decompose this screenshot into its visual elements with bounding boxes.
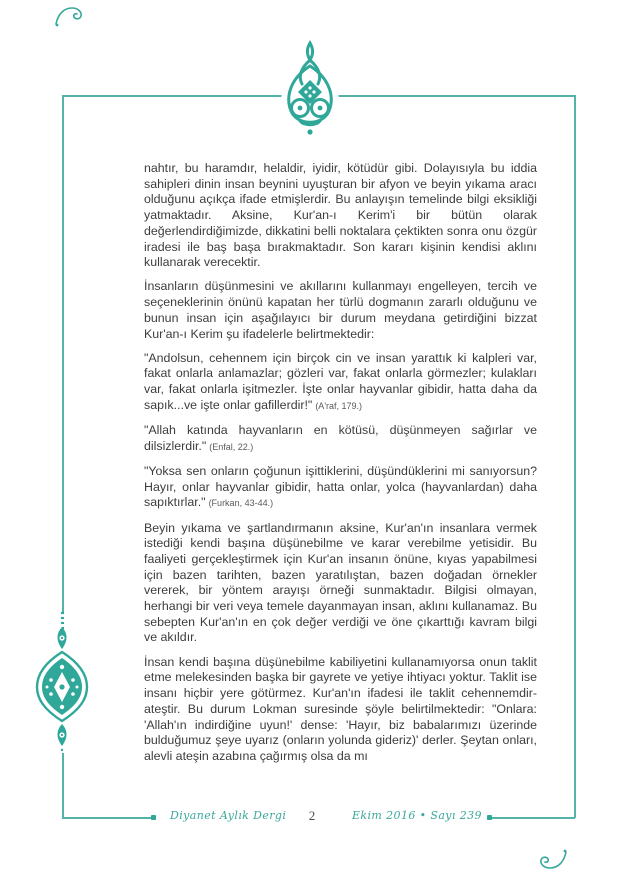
quote-paragraph: "Andolsun, cehennem için birçok cin ve insan yarattık ki kalpleri var, fakat onlarla anlamazlar; gözleri var, fakat onlarla görmezler; kulakları var, fakat onlarla işitmezler. İşte onlar hayvanlar gibidir, hatta daha da sapık...ve işte onlar gafillerdir!" (A'raf, 179.)	[144, 350, 537, 412]
footer-rule-right-dot	[487, 815, 492, 820]
page-number: 2	[308, 808, 316, 823]
calligraphic-tughra-emblem-icon	[272, 38, 348, 138]
frame-left-line-lower	[62, 753, 64, 818]
frame-right-line	[574, 95, 576, 818]
footer-rule-left	[62, 817, 154, 819]
corner-flourish-bottom-right-icon	[538, 848, 568, 872]
footer-issue-info: Ekim 2016 • Sayı 239	[352, 809, 482, 822]
footer-rule-right	[489, 817, 575, 819]
frame-left-line-upper	[62, 95, 64, 612]
verse-citation: (Enfal, 22.)	[209, 441, 254, 452]
quote-paragraph: "Allah katında hayvanların en kötüsü, düşünmeyen sağırlar ve dilsizlerdir." (Enfal, 22.)	[144, 423, 537, 453]
article-body	[144, 161, 537, 773]
verse-citation: (A'raf, 179.)	[315, 400, 363, 411]
footer-rule-left-dot	[151, 815, 156, 820]
frame-top-line-left	[62, 95, 284, 97]
paragraph: nahtır, bu haramdır, helaldir, iyidir, kötüdür gibi. Dolayısıyla bu iddia sahipleri dinin insan beynini uyuşturan bir afyon ve beyin yıkama aracı olduğunu açıkça ifade etmişlerdir. Bu anlayışın temelinde bilgi eksikliği yatmaktadır. Aksine, Kur'an-ı Kerim'i bir bütün olarak değerlendirdiğimizde, dikkatini belli noktalara çektikten sonra onu özgür iradesi ile baş başa bırakmaktadır. Son kararı kişinin kendisi aklını kullanarak verecektir.	[144, 161, 537, 270]
corner-flourish-top-left-icon	[54, 4, 84, 28]
paragraph: İnsan kendi başına düşünebilme kabiliyetini kullanamıyorsa onun taklit etme melekesinden başka bir gayrete ve yetiye ihtiyacı yoktur. Taklit ise insanı hiçbir yere götürmez. Kur'an'ın ifadesi ile taklit cehennemdir-ateştir. Bu durum Lokman suresinde şöyle belirtilmektedir: "Onlara: 'Allah'ın indirdiğine uyun!' dense: 'Hayır, biz babalarımızı üzerinde bulduğumuz şeye uyarız (onların yolunda gideriz)' derler. Şeytan onları, alevli ateşin azabına çağırmış olsa da mı	[144, 654, 537, 763]
frame-top-line-right	[336, 95, 575, 97]
paragraph: Beyin yıkama ve şartlandırmanın aksine, Kur'an'ın insanlara vermek istediği kendi başına düşünebilme ve karar verebilme yetisidir. Bu faaliyeti gerçekleştirmek için Kur'an insanın önüne, kıyas yapabilmesi için bazen tarihten, bazen yaratılıştan, bazen doğadan örnekler vererek, bir yöntem arayışı örneği sunmaktadır. Bilgisi olmayan, herhangi bir veri veya temele dayanmayan insan, aklını kullanamaz. Bu sebepten Kur'an'ın en çok değer verdiği ve öne çıkarttığı kavram bilgi ve akıldır.	[144, 520, 537, 645]
arabesque-medallion-chain-icon	[30, 610, 94, 752]
verse-citation: (Furkan, 43-44.)	[208, 498, 274, 509]
paragraph: İnsanların düşünmesini ve akıllarını kullanmayı engelleyen, tercih ve seçeneklerinin önünü kapatan her türlü dogmanın zararlı olduğunu ve bunun insan için aşağılayıcı bir durum meydana getirdiğini bizzat Kur'an-ı Kerim şu ifadelerle belirtmektedir:	[144, 279, 537, 341]
footer-journal-name: Diyanet Aylık Dergi	[170, 809, 287, 822]
quote-paragraph: "Yoksa sen onların çoğunun işittiklerini, düşündüklerini mi sanıyorsun? Hayır, onlar hayvanlar gibidir, hatta onlar, yolca (hayvanlardan) daha sapıktırlar." (Furkan, 43-44.)	[144, 463, 537, 510]
